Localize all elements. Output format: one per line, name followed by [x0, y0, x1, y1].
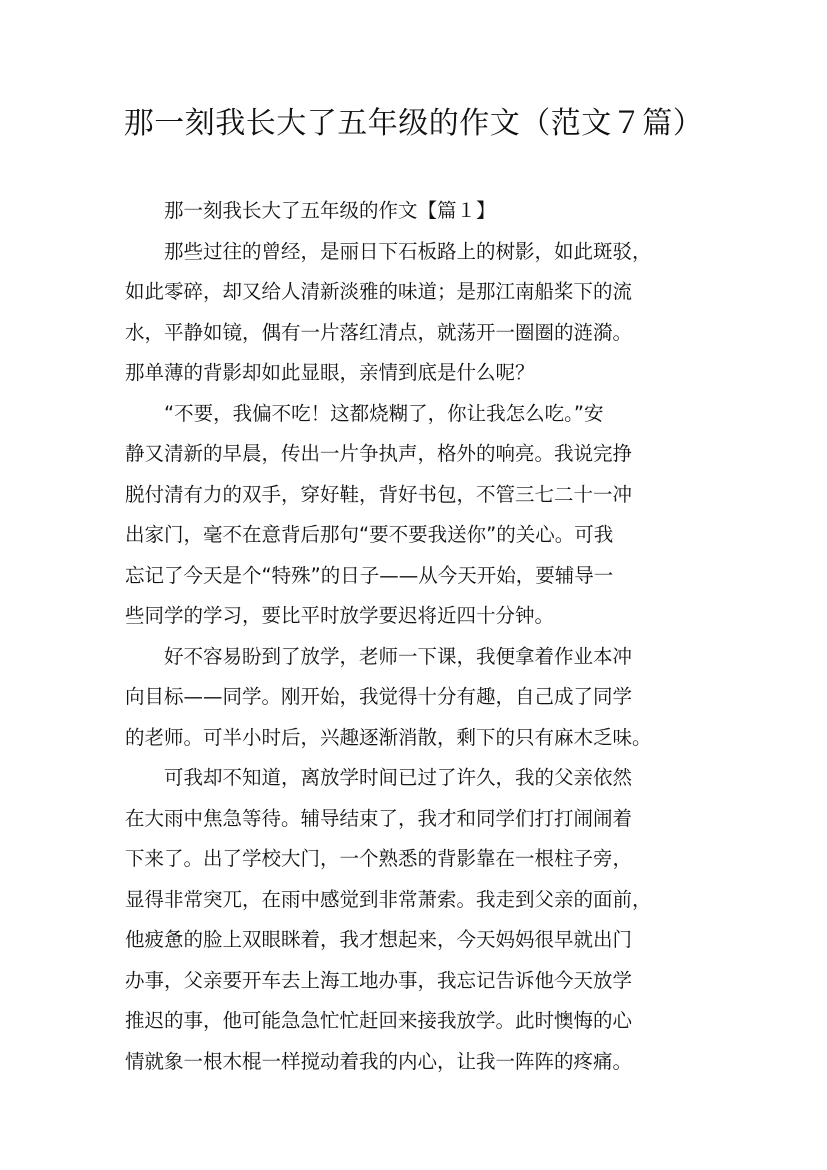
paragraph-line: 那单薄的背影却如此显眼，亲情到底是什么呢？	[125, 361, 535, 384]
document-title: 那一刻我长大了五年级的作文（范文７篇）	[123, 106, 704, 141]
paragraph-line: 出家门，毫不在意背后那句“要不要我送你”的关心。可我	[125, 523, 614, 546]
paragraph-line: 脱付清有力的双手，穿好鞋，背好书包，不管三七二十一冲	[125, 482, 633, 506]
paragraph-line: 静又清新的早晨，传出一片争执声，格外的响亮。我说完挣	[125, 442, 633, 465]
paragraph-line: 好不容易盼到了放学，老师一下课，我便拿着作业本冲	[164, 644, 633, 668]
document-body	[125, 191, 715, 1082]
paragraph-line: 可我却不知道，离放学时间已过了许久，我的父亲依然	[164, 766, 633, 789]
paragraph-3	[125, 637, 715, 759]
section-heading	[125, 191, 715, 232]
paragraph-line: 如此零碎，却又给人清新淡雅的味道；是那江南船桨下的流	[125, 280, 633, 303]
paragraph-line: 办事，父亲要开车去上海工地办事，我忘记告诉他今天放学	[125, 968, 633, 992]
paragraph-line: 他疲惫的脸上双眼眯着，我才想起来，今天妈妈很早就出门	[125, 928, 633, 951]
paragraph-4	[125, 758, 715, 1082]
paragraph-line: “不要，我偏不吃！这都烧糊了，你让我怎么吃。”安	[164, 401, 604, 425]
section-heading-text: 那一刻我长大了五年级的作文【篇１】	[164, 199, 496, 222]
paragraph-line: 推迟的事，他可能急急忙忙赶回来接我放学。此时懊悔的心	[125, 1009, 633, 1032]
paragraph-1	[125, 232, 715, 394]
paragraph-line: 的老师。可半小时后，兴趣逐渐消散，剩下的只有麻木乏味。	[125, 725, 652, 749]
paragraph-line: 向目标——同学。刚开始，我觉得十分有趣，自己成了同学	[125, 685, 633, 708]
paragraph-2	[125, 394, 715, 637]
paragraph-line: 忘记了今天是个“特殊”的日子——从今天开始，要辅导一	[125, 563, 614, 587]
paragraph-line: 在大雨中焦急等待。辅导结束了，我才和同学们打打闹闹着	[125, 806, 633, 830]
paragraph-line: 些同学的学习，要比平时放学要迟将近四十分钟。	[125, 604, 555, 627]
paragraph-line: 水，平静如镜，偶有一片落红清点，就荡开一圈圈的涟漪。	[125, 320, 633, 344]
paragraph-line: 下来了。出了学校大门，一个熟悉的背影靠在一根柱子旁，	[125, 847, 633, 870]
paragraph-line: 显得非常突兀，在雨中感觉到非常萧索。我走到父亲的面前，	[125, 887, 652, 911]
paragraph-line: 情就象一根木棍一样搅动着我的内心，让我一阵阵的疼痛。	[125, 1049, 633, 1073]
paragraph-line: 那些过往的曾经，是丽日下石板路上的树影，如此斑驳，	[164, 239, 652, 263]
